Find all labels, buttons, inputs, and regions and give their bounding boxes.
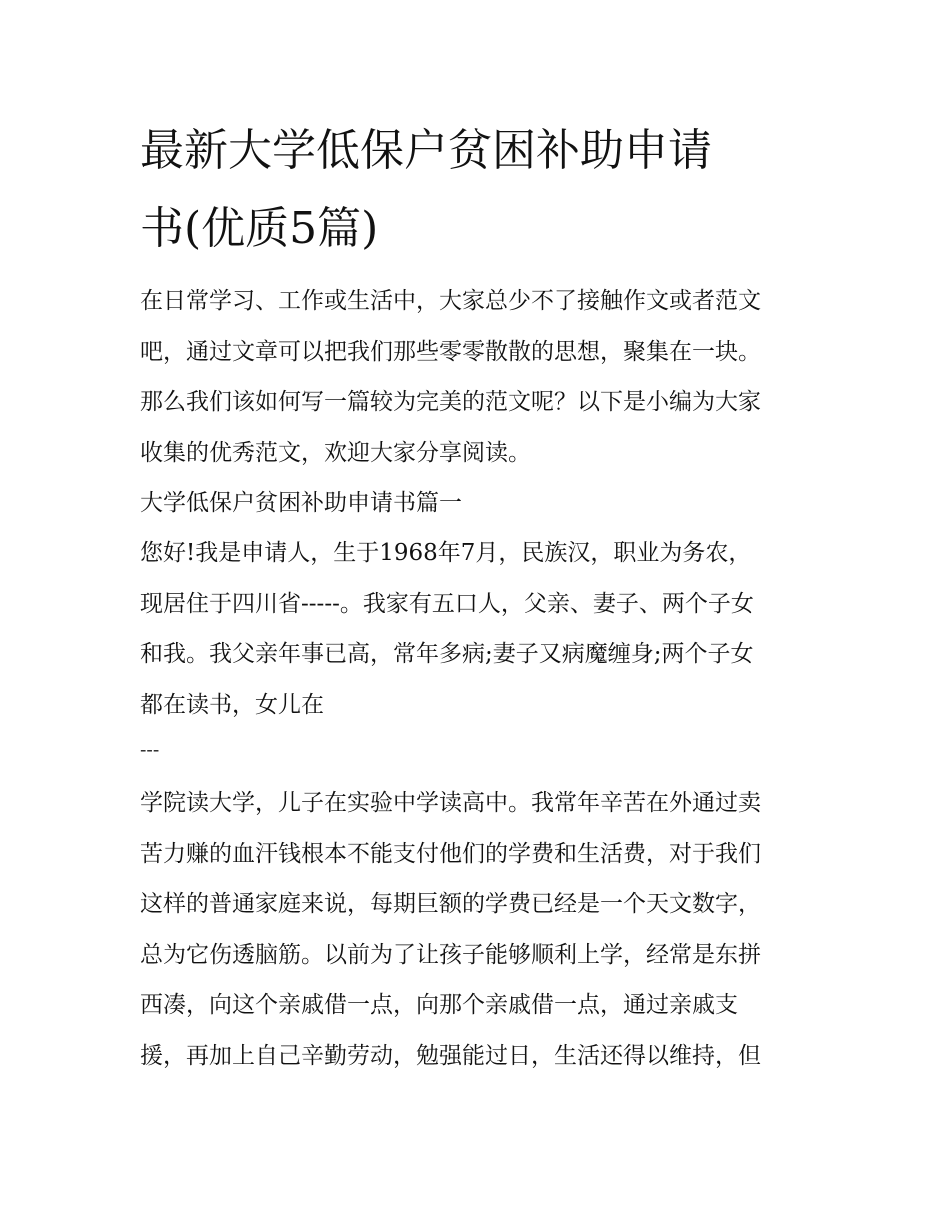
intro-paragraph xyxy=(140,281,820,483)
text-line: 您好!我是申请人，生于1968年7月，民族汉，职业为务农， xyxy=(140,540,752,566)
text-line: 吧，通过文章可以把我们那些零零散散的思想，聚集在一块。 xyxy=(140,338,761,365)
text-line: 都在读书，女儿在 xyxy=(140,691,324,718)
text-line: 那么我们该如何写一篇较为完美的范文呢？以下是小编为大家 xyxy=(140,389,761,415)
document-title xyxy=(140,112,820,268)
text-line: 援，再加上自己辛勤劳动，勉强能过日，生活还得以维持，但 xyxy=(140,1042,761,1069)
text-line: 苦力赚的血汗钱根本不能支付他们的学费和生活费，对于我们 xyxy=(140,840,761,867)
text-line: 现居住于四川省-----。我家有五口人，父亲、妻子、两个子女 xyxy=(140,590,754,617)
section-heading: 大学低保户贫困补助申请书篇一 xyxy=(140,490,462,516)
page-break-marker: --- xyxy=(140,739,160,761)
text-line: 和我。我父亲年事已高，常年多病;妻子又病魔缠身;两个子女 xyxy=(140,641,754,667)
title-line: 书(优质5篇) xyxy=(140,203,379,254)
document-body xyxy=(140,281,820,1086)
text-line: 收集的优秀范文，欢迎大家分享阅读。 xyxy=(140,439,531,466)
section-paragraph-continued xyxy=(140,783,820,1086)
text-line: 总为它伤透脑筋。以前为了让孩子能够顺利上学，经常是东拼 xyxy=(140,941,761,968)
text-line: 在日常学习、工作或生活中，大家总少不了接触作文或者范文 xyxy=(140,288,761,314)
section-paragraph xyxy=(140,533,820,735)
text-line: 学院读大学，儿子在实验中学读高中。我常年辛苦在外通过卖 xyxy=(140,790,761,816)
title-line: 最新大学低保户贫困补助申请 xyxy=(140,125,712,176)
text-line: 西凑，向这个亲戚借一点，向那个亲戚借一点，通过亲戚支 xyxy=(140,992,738,1018)
text-line: 这样的普通家庭来说，每期巨额的学费已经是一个天文数字， xyxy=(140,891,761,917)
